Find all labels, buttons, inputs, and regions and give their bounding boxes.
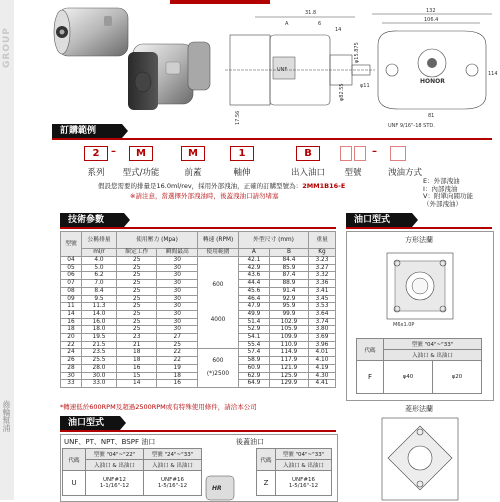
square-flange-drawing — [375, 248, 465, 330]
cell-rated: 25 — [117, 272, 157, 280]
pump-front-drawing — [368, 5, 496, 130]
order-code-port: B — [296, 146, 320, 161]
cell-rated: 15 — [117, 372, 157, 380]
order-example-code: 2MM1B16-E — [302, 182, 346, 190]
cell-model: 14 — [61, 310, 82, 318]
cell-rated: 25 — [117, 326, 157, 334]
pump-photo — [48, 2, 218, 120]
th-speed: 轉速 (RPM) — [197, 232, 238, 249]
cell-speed-1 — [197, 257, 238, 349]
cell-a: 43.6 — [238, 272, 269, 280]
cell-kg: 4.19 — [309, 364, 336, 372]
order-code-shaft: 1 — [230, 146, 254, 161]
label-model: 型號 — [344, 168, 362, 178]
cell-model: 11 — [61, 303, 82, 311]
cell-b: 84.4 — [269, 257, 308, 265]
cell-kg: 4.30 — [309, 372, 336, 380]
cell-peak: 22 — [157, 349, 197, 357]
cell-a: 42.9 — [238, 264, 269, 272]
pb-val2 — [144, 471, 202, 496]
pb-val2-a: UNF#16 — [161, 477, 184, 483]
order-code-type: M — [129, 146, 153, 161]
pbr-val-a: UNF#16 — [292, 477, 315, 483]
cell-model: 07 — [61, 280, 82, 288]
cell-b: 110.9 — [269, 341, 308, 349]
cell-disp: 25.5 — [82, 357, 117, 365]
cell-peak: 30 — [157, 318, 197, 326]
port-right-table — [356, 338, 482, 394]
drain-option-v-note: （外部洩油） — [423, 199, 462, 208]
cell-b: 85.9 — [269, 264, 308, 272]
cell-rated: 25 — [117, 280, 157, 288]
cell-peak: 30 — [157, 280, 197, 288]
cell-kg: 3.32 — [309, 272, 336, 280]
port-bottom-divider — [60, 430, 336, 432]
spec-row — [61, 257, 336, 265]
port-bottom-right-title: 後蓋油口 — [236, 438, 264, 446]
th-model: 型號 — [61, 232, 82, 257]
order-example-note — [98, 181, 345, 190]
cell-a: 44.4 — [238, 280, 269, 288]
order-code-model-2 — [354, 146, 366, 161]
dim-height: 114 — [488, 71, 498, 77]
cell-a: 57.4 — [238, 349, 269, 357]
label-port: 出入油口 — [290, 168, 325, 178]
cell-a: 47.9 — [238, 303, 269, 311]
cell-speed-2 — [197, 349, 238, 388]
dim-6: 6 — [318, 21, 322, 27]
dim-width-total: 132 — [426, 8, 436, 14]
cell-disp: 5.0 — [82, 264, 117, 272]
sub-range: 使用範圍 — [197, 249, 238, 257]
cell-disp: 28.0 — [82, 364, 117, 372]
th-weight: 重量 — [309, 232, 336, 249]
spec-row — [61, 349, 336, 357]
pbr-th-code: 代碼 — [257, 449, 276, 471]
rear-port-drawing — [204, 472, 236, 500]
cell-kg: 3.64 — [309, 310, 336, 318]
cell-model: 28 — [61, 364, 82, 372]
order-code-drain — [390, 146, 406, 161]
cell-kg: 3.27 — [309, 264, 336, 272]
pb-th-code: 代碼 — [63, 449, 86, 471]
cell-a: 58.9 — [238, 357, 269, 365]
drain-option-v: V：附單向閥功能 — [423, 192, 473, 200]
cell-peak: 19 — [157, 364, 197, 372]
cell-model: 16 — [61, 318, 82, 326]
cell-disp: 18.0 — [82, 326, 117, 334]
cell-b: 92.9 — [269, 295, 308, 303]
cell-model: 30 — [61, 372, 82, 380]
order-code-model-1 — [340, 146, 352, 161]
cell-kg: 4.01 — [309, 349, 336, 357]
dim-thread: UNF 9/16"-18 STD. — [388, 123, 435, 129]
label-cover: 前蓋 — [184, 168, 202, 178]
sub-b: B — [269, 249, 308, 257]
cell-rated: 18 — [117, 349, 157, 357]
tech-title: 技術參數 — [60, 213, 124, 227]
label-drain: 洩油方式 — [387, 168, 422, 178]
cell-disp: 8.4 — [82, 287, 117, 295]
cell-a: 64.9 — [238, 380, 269, 388]
cell-b: 91.4 — [269, 287, 308, 295]
pr-th-sub: 入油口 & 出油口 — [384, 350, 482, 361]
cell-rated: 25 — [117, 287, 157, 295]
cell-b: 129.9 — [269, 380, 308, 388]
pbr-val-b: 1-5/16"-12 — [288, 483, 319, 489]
ordering-title: 訂購範例 — [52, 124, 122, 138]
cell-disp: 4.0 — [82, 257, 117, 265]
cell-disp: 23.5 — [82, 349, 117, 357]
cell-a: 46.4 — [238, 295, 269, 303]
dim-shaft-dia: φ15.875 — [354, 42, 360, 63]
cell-peak: 22 — [157, 357, 197, 365]
dim-top-length: 31.8 — [305, 10, 317, 16]
speed-max-1: 4000 — [210, 316, 226, 323]
port-right-divider — [346, 227, 492, 229]
cell-rated: 25 — [117, 264, 157, 272]
th-size: 外型尺寸 (mm) — [238, 232, 308, 249]
order-code-cover: M — [181, 146, 205, 161]
cell-peak: 30 — [157, 326, 197, 334]
port-right-title: 油口型式 — [346, 213, 412, 227]
drain-options — [423, 178, 497, 208]
cell-b: 87.4 — [269, 272, 308, 280]
cell-peak: 30 — [157, 310, 197, 318]
dim-14: 14 — [335, 27, 342, 33]
cell-disp: 30.0 — [82, 372, 117, 380]
cell-rated: 25 — [117, 318, 157, 326]
cell-kg: 3.74 — [309, 318, 336, 326]
dim-pilot-dia: φ82.55 — [339, 83, 345, 101]
speed-max-2: (*)2500 — [206, 371, 230, 378]
pbr-code: Z — [257, 471, 276, 496]
spec-table — [60, 231, 336, 388]
cell-disp: 16.0 — [82, 318, 117, 326]
port-bottom-left-title: UNF、PT、NPT、BSPF 油口 — [64, 438, 156, 446]
cell-b: 117.9 — [269, 357, 308, 365]
side-brand-word: GROUP — [2, 27, 12, 68]
cell-peak: 18 — [157, 372, 197, 380]
cell-b: 102.9 — [269, 318, 308, 326]
cell-b: 88.9 — [269, 280, 308, 288]
cell-rated: 23 — [117, 334, 157, 342]
sub-peak: 瞬間最高 — [157, 249, 197, 257]
order-example-text: 假設您需要的排量是16.0ml/rev，採用外部洩油，正確的訂購型號為： — [98, 182, 303, 190]
cell-b: 99.9 — [269, 310, 308, 318]
cell-model: 09 — [61, 295, 82, 303]
label-type: 型式/功能 — [122, 168, 160, 178]
cell-disp: 14.0 — [82, 310, 117, 318]
diamond-flange-drawing — [372, 414, 468, 500]
cell-rated: 14 — [117, 380, 157, 388]
th-disp: 公稱排量 — [82, 232, 117, 249]
dim-a: A — [285, 21, 289, 27]
label-shaft: 軸伸 — [233, 168, 251, 178]
pb-val1 — [86, 471, 144, 496]
brand-logo-text: HONOR — [420, 78, 445, 85]
cell-kg: 3.53 — [309, 303, 336, 311]
order-code-series: 2 — [84, 146, 108, 161]
cell-kg: 3.36 — [309, 280, 336, 288]
pr-code: F — [357, 361, 384, 394]
speed-min-1: 600 — [212, 282, 224, 289]
cell-disp: 21.5 — [82, 341, 117, 349]
cell-b: 109.9 — [269, 334, 308, 342]
svg-text:HR: HR — [212, 485, 222, 492]
cell-rated: 18 — [117, 357, 157, 365]
sub-a: A — [238, 249, 269, 257]
cell-rated: 25 — [117, 257, 157, 265]
cell-model: 08 — [61, 287, 82, 295]
square-thread-dim: M6x1.0P — [393, 322, 415, 328]
cell-peak: 30 — [157, 295, 197, 303]
cell-a: 60.9 — [238, 364, 269, 372]
cell-rated: 25 — [117, 295, 157, 303]
pbr-val — [276, 471, 332, 496]
cell-b: 121.9 — [269, 364, 308, 372]
cell-kg: 4.41 — [309, 380, 336, 388]
pb-th-model2: 型號 "24"~"33" — [144, 449, 202, 460]
cell-peak: 25 — [157, 341, 197, 349]
cell-peak: 30 — [157, 287, 197, 295]
pb-th-sub1: 入油口 & 出油口 — [86, 460, 144, 471]
square-flange-title: 方形法蘭 — [405, 236, 433, 244]
cell-model: 33 — [61, 380, 82, 388]
cell-disp: 11.3 — [82, 303, 117, 311]
speed-min-2: 600 — [212, 358, 224, 365]
cell-kg: 3.23 — [309, 257, 336, 265]
pr-in: φ40 — [384, 361, 433, 394]
cell-b: 114.9 — [269, 349, 308, 357]
cell-model: 24 — [61, 349, 82, 357]
cell-kg: 3.96 — [309, 341, 336, 349]
cell-model: 20 — [61, 334, 82, 342]
cell-a: 49.9 — [238, 310, 269, 318]
dim-bolt-span: 106.4 — [424, 17, 439, 23]
cell-model: 06 — [61, 272, 82, 280]
cell-peak: 30 — [157, 264, 197, 272]
cell-a: 42.1 — [238, 257, 269, 265]
tech-footnote: *轉速低於600RPM及超過2500RPM或有特殊使用條件，請洽本公司 — [60, 403, 257, 411]
pb-th-model1: 型號 "04"~"22" — [86, 449, 144, 460]
cell-rated: 21 — [117, 341, 157, 349]
cell-kg: 3.41 — [309, 287, 336, 295]
cell-peak: 16 — [157, 380, 197, 388]
cell-a: 52.9 — [238, 326, 269, 334]
side-strip — [0, 0, 14, 500]
cell-rated: 25 — [117, 310, 157, 318]
cell-a: 55.4 — [238, 341, 269, 349]
pb-code: U — [63, 471, 86, 496]
cell-a: 51.4 — [238, 318, 269, 326]
dim-81: 81 — [428, 113, 435, 119]
pr-th-model: 型號 "04"~"33" — [384, 339, 482, 350]
label-series: 系列 — [87, 168, 105, 178]
pr-th-code: 代碼 — [357, 339, 384, 361]
cell-rated: 25 — [117, 303, 157, 311]
cell-peak: 30 — [157, 272, 197, 280]
cell-a: 62.9 — [238, 372, 269, 380]
pb-th-sub2: 入油口 & 出油口 — [144, 460, 202, 471]
port-bottom-left-table — [62, 448, 202, 496]
cell-disp: 19.5 — [82, 334, 117, 342]
dim-hole: φ11 — [360, 83, 370, 89]
tech-divider — [60, 227, 336, 229]
th-pressure: 使用壓力 (Mpa) — [117, 232, 198, 249]
cell-b: 95.9 — [269, 303, 308, 311]
port-bottom-title: 油口型式 — [60, 416, 120, 430]
cell-peak: 27 — [157, 334, 197, 342]
cell-kg: 3.45 — [309, 295, 336, 303]
order-warning: ※請注意，當選擇外部洩油時，後蓋洩油口請勿堵塞 — [130, 192, 279, 200]
dim-key: 17.56 — [235, 110, 241, 125]
pump-side-drawing — [225, 5, 375, 130]
cell-b: 125.9 — [269, 372, 308, 380]
cell-kg: 3.80 — [309, 326, 336, 334]
cell-peak: 30 — [157, 303, 197, 311]
pb-val1-a: UNF#12 — [103, 477, 126, 483]
cell-model: 05 — [61, 264, 82, 272]
svg-text:UNF: UNF — [277, 67, 288, 73]
pbr-th-model: 型號 "04"~"33" — [276, 449, 332, 460]
order-dash-1: – — [111, 146, 116, 157]
cell-rated: 16 — [117, 364, 157, 372]
ordering-divider — [52, 138, 492, 140]
drain-option-e: E：外部洩油 — [423, 177, 460, 185]
pr-out: φ20 — [432, 361, 481, 394]
cell-model: 26 — [61, 357, 82, 365]
cell-peak: 30 — [157, 257, 197, 265]
cell-kg: 4.10 — [309, 357, 336, 365]
sub-rated: 額定工作 — [117, 249, 157, 257]
drain-option-i: I：內部洩油 — [423, 184, 458, 193]
cell-disp: 33.0 — [82, 380, 117, 388]
order-dash-2: – — [372, 146, 377, 157]
cell-disp: 6.2 — [82, 272, 117, 280]
cell-kg: 3.69 — [309, 334, 336, 342]
cell-model: 22 — [61, 341, 82, 349]
sub-kg: Kg — [309, 249, 336, 257]
cell-a: 54.1 — [238, 334, 269, 342]
port-bottom-right-table — [256, 448, 332, 496]
sub-ml: ml/r — [82, 249, 117, 257]
cell-a: 45.6 — [238, 287, 269, 295]
pb-val1-b: 1-1/16"-12 — [99, 483, 130, 489]
cell-model: 18 — [61, 326, 82, 334]
cell-disp: 9.5 — [82, 295, 117, 303]
cell-b: 105.9 — [269, 326, 308, 334]
side-caption: 齒輪幫浦 — [2, 400, 11, 432]
pbr-th-sub: 入油口 & 出油口 — [276, 460, 332, 471]
diamond-flange-title: 菱形法蘭 — [405, 405, 433, 413]
cell-model: 04 — [61, 257, 82, 265]
pb-val2-b: 1-5/16"-12 — [157, 483, 188, 489]
cell-disp: 7.0 — [82, 280, 117, 288]
